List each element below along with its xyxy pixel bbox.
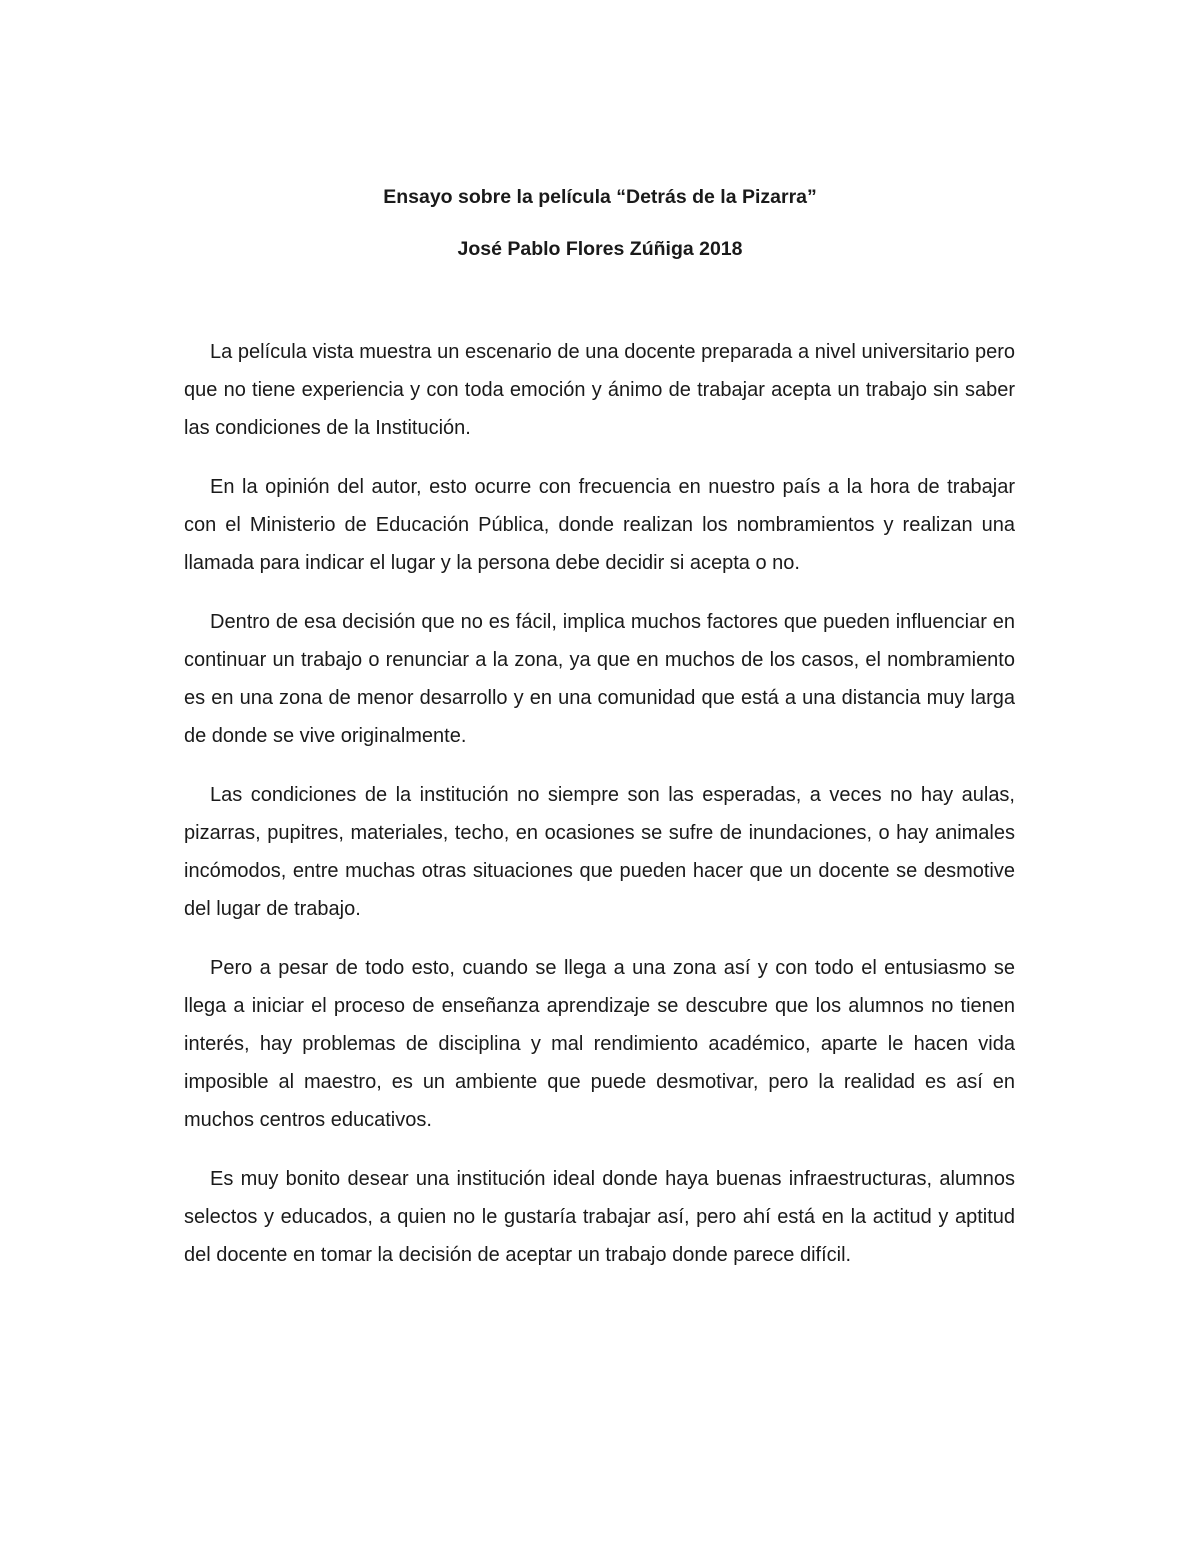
paragraph-4: Las condiciones de la institución no siempre son las esperadas, a veces no hay aulas, pizarras, pupitres, materiales, techo, en ocasiones se sufre de inundaciones, o hay animales incómodos, entre muchas otras situaciones que pueden hacer que un docente se desmotive del lugar de trabajo. xyxy=(184,784,1015,920)
paragraph-2: En la opinión del autor, esto ocurre con frecuencia en nuestro país a la hora de trabajar con el Ministerio de Educación Pública, donde realizan los nombramientos y realizan una llamada para indicar el lugar y la persona debe decidir si acepta o no. xyxy=(184,476,1015,574)
essay-body xyxy=(184,333,1015,1295)
paragraph-3: Dentro de esa decisión que no es fácil, implica muchos factores que pueden influenciar en continuar un trabajo o renunciar a la zona, ya que en muchos de los casos, el nombramiento es en una zona de menor desarrollo y en una comunidad que está a una distancia muy larga de donde se vive originalmente. xyxy=(184,611,1015,747)
paragraph-5: Pero a pesar de todo esto, cuando se llega a una zona así y con todo el entusiasmo se llega a iniciar el proceso de enseñanza aprendizaje se descubre que los alumnos no tienen interés, hay problemas de disciplina y mal rendimiento académico, aparte le hacen vida imposible al maestro, es un ambiente que puede desmotivar, pero la realidad es así en muchos centros educativos. xyxy=(184,957,1015,1131)
paragraph-1: La película vista muestra un escenario de una docente preparada a nivel universitario pero que no tiene experiencia y con toda emoción y ánimo de trabajar acepta un trabajo sin saber las condiciones de la Institución. xyxy=(184,341,1015,439)
paragraph-6: Es muy bonito desear una institución ideal donde haya buenas infraestructuras, alumnos selectos y educados, a quien no le gustaría trabajar así, pero ahí está en la actitud y aptitud del docente en tomar la decisión de aceptar un trabajo donde parece difícil. xyxy=(184,1168,1015,1266)
author-line: José Pablo Flores Zúñiga 2018 xyxy=(457,238,743,260)
document-title: Ensayo sobre la película “Detrás de la Pizarra” xyxy=(383,186,817,208)
